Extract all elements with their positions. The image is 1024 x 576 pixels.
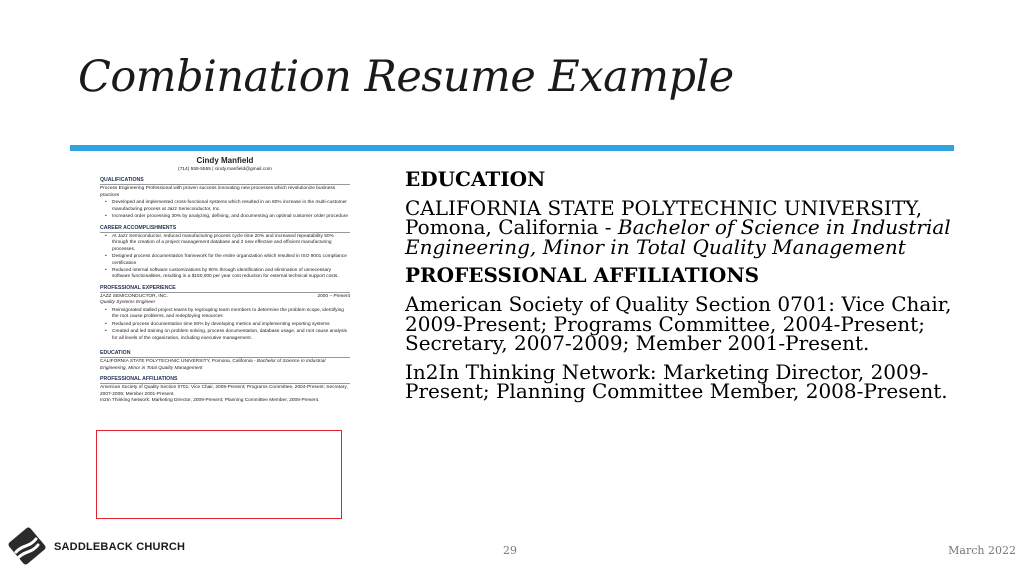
resume-experience-bullet: • Created and led training on problem solving, process documentation, database usage, and root cause analysis for all levels of the organization, including executive management. [100, 329, 350, 342]
resume-affiliation-item: In2In Thinking Network: Marketing Director, 2009-Present; Planning Committee Member, 2008-Present. [100, 398, 320, 404]
resume-name: Cindy Manfield [196, 156, 254, 165]
education-text [405, 195, 965, 259]
resume-affiliation-item: American Society of Quality Section 0701: Vice Chair, 2009-Present; Programs Committee, 2004-Present; Secretary, 2007-2009; Member 2001-Present. [100, 385, 348, 397]
resume-qualification-bullet: • Increased order processing 30% by analyzing, defining, and documenting an optimal customer order procedure [100, 214, 350, 220]
education-degree: Bachelor of Science in Industrial Engineering, Minor in Total Quality Management [405, 215, 951, 259]
affiliation-item: In2In Thinking Network: Marketing Director, 2009-Present; Planning Committee Member, 2008-Present. [405, 359, 948, 404]
education-school: CALIFORNIA STATE POLYTECHNIC UNIVERSITY, Pomona, California - [405, 195, 923, 240]
resume-education-heading: EDUCATION [100, 350, 350, 358]
resume-job-role: Quality Systems Engineer [100, 300, 156, 306]
resume-career-bullet: • Designed process documentation framework for the entire organization which resulted in ISO 9001 compliance certification [100, 254, 350, 267]
affiliations-heading: PROFESSIONAL AFFILIATIONS [405, 263, 760, 288]
education-heading: EDUCATION [405, 167, 546, 191]
title-divider [70, 145, 954, 151]
page-number: 29 [503, 544, 517, 557]
resume-qualifications-heading: QUALIFICATIONS [100, 177, 350, 185]
resume-contact: (714) 555-5555 | cindy.manfield@gmail.com [178, 166, 272, 172]
resume-affiliations-heading: PROFESSIONAL AFFILIATIONS [100, 376, 350, 384]
resume-company: JAZZ SEMICONDUCTOR, INC. [100, 293, 168, 299]
resume-qualification-bullet: • Developed and implemented cross-functional systems which resulted in an 80% increase in the multi-customer manufacturing process at Jazz Semiconductor, Inc. [100, 200, 350, 213]
resume-education-school: CALIFORNIA STATE POLYTECHNIC UNIVERSITY, Pomona, California - [100, 359, 257, 365]
resume-career-bullet: • At Jazz Semiconductor, reduced manufacturing process cycle time 20% and increased repeatability 50% through the creation of a project management database and 2 new effective and efficient manufacturing processes. [100, 234, 350, 253]
highlight-box [96, 430, 342, 519]
resume-career-heading: CAREER ACCOMPLISHMENTS [100, 225, 350, 233]
slide-date: March 2022 [948, 544, 1016, 557]
detail-panel [405, 167, 965, 411]
resume-education-degree: Bachelor of Science in Industrial Engineering, Minor in Total Quality Management [100, 359, 326, 371]
resume-job-dates: 2000 – Present [317, 293, 350, 299]
resume-qualifications-summary: Process Engineering Professional with proven success innovating new processes which revolutionize business practices [100, 186, 336, 198]
slide-title: Combination Resume Example [78, 52, 734, 102]
resume-experience-heading: PROFESSIONAL EXPERIENCE [100, 285, 350, 293]
resume-education-line [100, 359, 350, 372]
resume-experience-bullet: • Reinvigorated stalled project teams by regrouping team members to determine the problem scope, identifying the root cause problems, and redeploying resources [100, 308, 350, 321]
resume-experience-bullet: • Reduced process documentation time 50% by developing metrics and implementing reporting systems [100, 322, 350, 328]
resume-career-bullet: • Reduced internal software customizations by 90% through identification and elimination of unnecessary software functionalities, resulting in a $150,000 per year cost reduction for external technical support costs. [100, 268, 350, 281]
saddleback-logo-icon [6, 525, 48, 567]
affiliation-item: American Society of Quality Section 0701: Vice Chair, 2009-Present; Programs Committee, 2004-Present; Secretary, 2007-2009; Member 2001-Present. [405, 291, 952, 356]
brand-name: SADDLEBACK CHURCH [54, 541, 186, 553]
